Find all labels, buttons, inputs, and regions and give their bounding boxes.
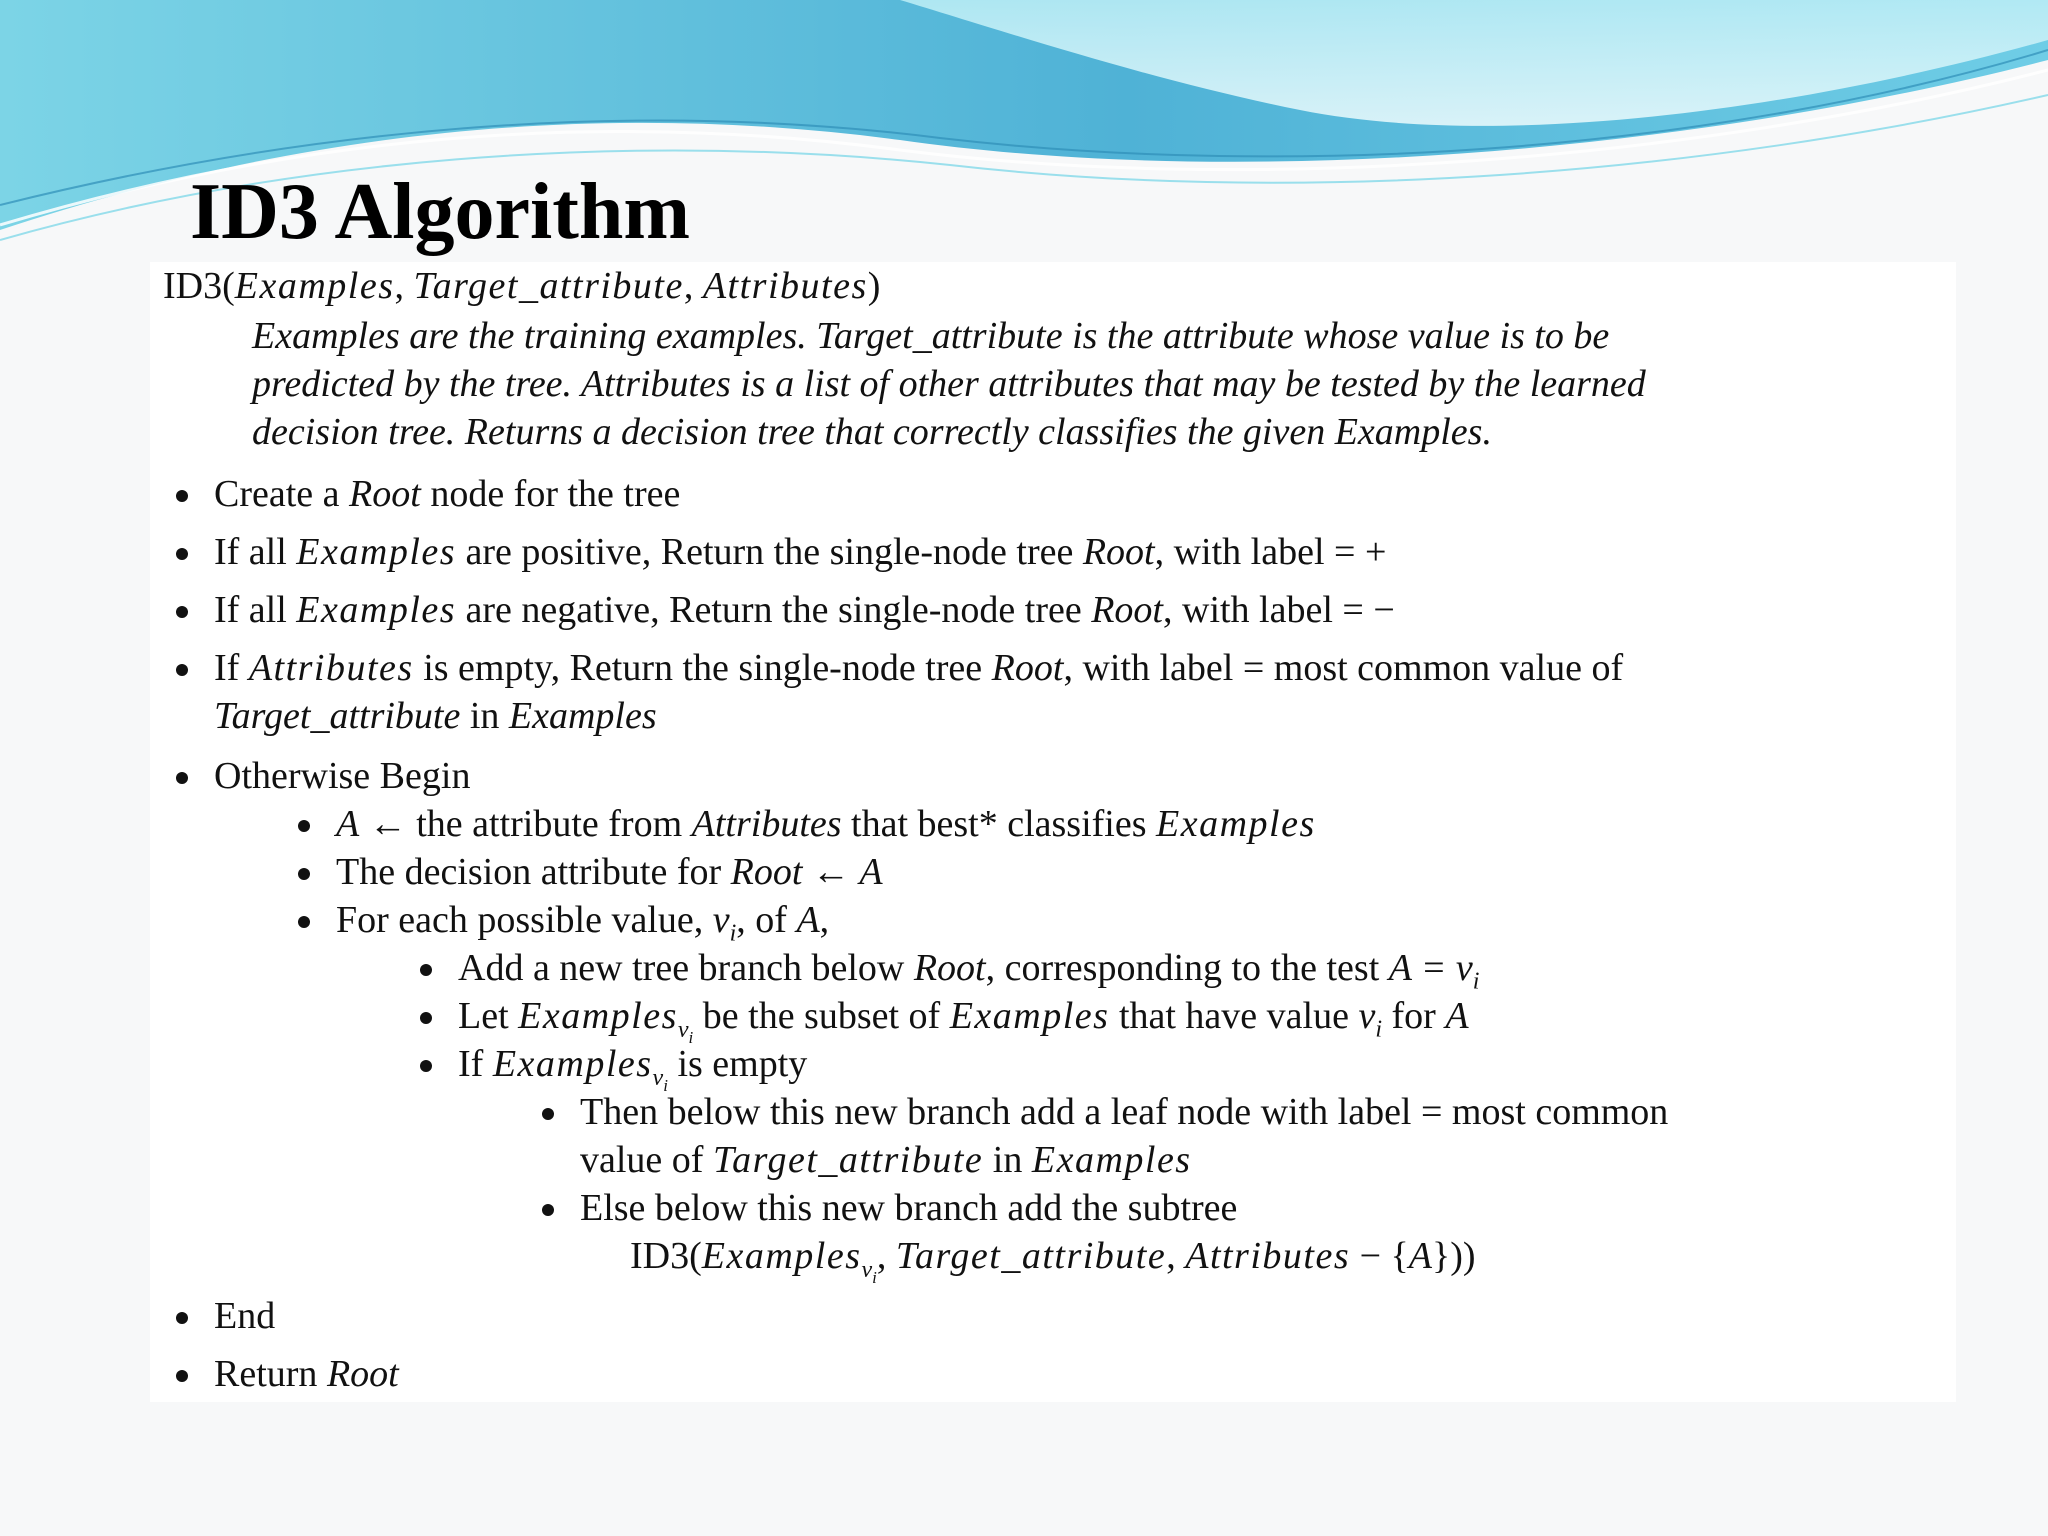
a-var: A bbox=[796, 899, 820, 941]
text: that best* classifies bbox=[841, 803, 1157, 845]
slide-title: ID3 Algorithm bbox=[190, 168, 690, 256]
text: ← the attribute from bbox=[359, 803, 692, 845]
bullet bbox=[176, 606, 188, 618]
text: , corresponding to the test bbox=[985, 947, 1389, 989]
text: Add a new tree branch below bbox=[458, 947, 914, 989]
text: value of bbox=[580, 1139, 713, 1181]
step-all-negative bbox=[214, 588, 1395, 632]
a-var: A bbox=[1408, 1235, 1433, 1277]
text: The decision attribute for bbox=[336, 851, 731, 893]
text: If all bbox=[214, 531, 297, 573]
text: is empty bbox=[667, 1043, 808, 1085]
target-attribute-var: Target_attribute bbox=[895, 1235, 1167, 1277]
step-choose-attribute bbox=[336, 802, 1316, 846]
target-attribute-var: Target_attribute bbox=[712, 1139, 984, 1181]
attributes-var: Attributes bbox=[248, 647, 414, 689]
test-expr: A = v bbox=[1388, 947, 1473, 989]
text: If all bbox=[214, 589, 297, 631]
step-create-root bbox=[214, 472, 680, 516]
sig-fn: ID3( bbox=[163, 265, 235, 307]
text: node for the tree bbox=[420, 473, 681, 515]
bullet bbox=[176, 548, 188, 560]
step-then-leaf-cont bbox=[580, 1138, 1192, 1182]
examples-var: Examples bbox=[492, 1043, 653, 1085]
text: in bbox=[983, 1139, 1032, 1181]
sig-close: ) bbox=[867, 265, 881, 307]
a-var: A bbox=[859, 851, 883, 893]
text: If bbox=[214, 647, 249, 689]
text: , with label = − bbox=[1163, 589, 1395, 631]
subscript-v: v bbox=[677, 1016, 689, 1043]
examples-var: Examples bbox=[518, 995, 678, 1037]
subscript bbox=[861, 1256, 877, 1287]
root-var: Root bbox=[349, 473, 421, 515]
root-var: Root bbox=[913, 947, 986, 989]
bullet bbox=[420, 1060, 432, 1072]
bullet bbox=[420, 964, 432, 976]
sig-sep2: , bbox=[683, 265, 703, 307]
root-var: Root bbox=[1091, 589, 1163, 631]
subscript: i bbox=[729, 920, 737, 947]
bullet bbox=[542, 1108, 554, 1120]
bullet bbox=[176, 664, 188, 676]
root-var: Root bbox=[730, 851, 803, 893]
step-else-subtree: Else below this new branch add the subtree bbox=[580, 1187, 1238, 1229]
examples-var: Examples bbox=[508, 695, 657, 737]
text: for bbox=[1382, 995, 1446, 1037]
target-attribute-var: Target_attribute bbox=[214, 695, 461, 737]
examples-var: Examples bbox=[296, 589, 457, 631]
step-attributes-empty-cont bbox=[214, 694, 657, 738]
sig-sep1: , bbox=[394, 265, 414, 307]
v-var: v bbox=[712, 899, 730, 941]
step-attributes-empty bbox=[214, 646, 1623, 690]
subscript-i: i bbox=[872, 1267, 877, 1287]
examples-var: Examples bbox=[1156, 803, 1316, 845]
step-otherwise-begin: Otherwise Begin bbox=[214, 755, 471, 797]
subscript: i bbox=[1472, 968, 1480, 995]
root-var: Root bbox=[326, 1353, 399, 1395]
bullet bbox=[176, 1312, 188, 1324]
attributes-var: Attributes bbox=[691, 803, 842, 845]
text: Let bbox=[458, 995, 519, 1037]
sig-arg1: Examples bbox=[234, 265, 395, 307]
sig-arg3: Attributes bbox=[702, 265, 868, 307]
text: that have value bbox=[1109, 995, 1359, 1037]
bullet bbox=[298, 868, 310, 880]
text: − { bbox=[1350, 1235, 1409, 1277]
text: are negative, Return the single-node tree bbox=[456, 589, 1092, 631]
attributes-var: Attributes bbox=[1185, 1235, 1351, 1277]
text: , bbox=[1166, 1235, 1186, 1277]
root-var: Root bbox=[1082, 531, 1155, 573]
step-then-leaf: Then below this new branch add a leaf node with label = most common bbox=[580, 1091, 1669, 1133]
bullet bbox=[176, 490, 188, 502]
bullet bbox=[298, 916, 310, 928]
text: Create a bbox=[214, 473, 350, 515]
subscript-i: i bbox=[688, 1027, 694, 1047]
text: ← bbox=[802, 851, 860, 893]
sig-arg2: Target_attribute bbox=[413, 265, 684, 307]
root-var: Root bbox=[991, 647, 1064, 689]
description-line-2: predicted by the tree. Attributes is a list of other attributes that may be tested by the learned bbox=[252, 363, 1646, 405]
examples-var: Examples bbox=[1031, 1139, 1192, 1181]
text: be the subset of bbox=[693, 995, 950, 1037]
description-line-3: decision tree. Returns a decision tree that correctly classifies the given Examples. bbox=[252, 411, 1492, 453]
examples-var: Examples bbox=[296, 531, 457, 573]
text: , with label = + bbox=[1154, 531, 1387, 573]
description-line-1: Examples are the training examples. Target_attribute is the attribute whose value is to be bbox=[252, 315, 1610, 357]
recursive-call bbox=[630, 1234, 1476, 1299]
subscript bbox=[652, 1064, 668, 1095]
text: })) bbox=[1432, 1235, 1476, 1277]
bullet bbox=[420, 1012, 432, 1024]
subscript-i: i bbox=[663, 1075, 668, 1095]
text: , bbox=[876, 1235, 896, 1277]
algorithm-signature bbox=[163, 264, 880, 308]
v-var: v bbox=[1358, 995, 1376, 1037]
text: in bbox=[460, 695, 509, 737]
subscript-v: v bbox=[861, 1256, 873, 1283]
bullet bbox=[176, 1370, 188, 1382]
text: , with label = most common value of bbox=[1063, 647, 1624, 689]
bullet bbox=[176, 772, 188, 784]
text: , of bbox=[736, 899, 797, 941]
text: Return bbox=[214, 1353, 327, 1395]
a-var: A bbox=[1445, 995, 1469, 1037]
text: is empty, Return the single-node tree bbox=[413, 647, 992, 689]
step-all-positive bbox=[214, 530, 1386, 574]
step-end: End bbox=[214, 1295, 276, 1337]
examples-var: Examples bbox=[949, 995, 1110, 1037]
step-return-root bbox=[214, 1352, 399, 1396]
examples-var: Examples bbox=[701, 1235, 862, 1277]
text: are positive, Return the single-node tree bbox=[456, 531, 1083, 573]
step-decision-attribute bbox=[336, 850, 883, 894]
text: ID3( bbox=[630, 1235, 702, 1277]
text: If bbox=[458, 1043, 493, 1085]
bullet bbox=[298, 820, 310, 832]
subscript bbox=[677, 1016, 694, 1047]
subscript-v: v bbox=[652, 1064, 664, 1091]
text: For each possible value, bbox=[336, 899, 713, 941]
bullet bbox=[542, 1204, 554, 1216]
subscript: i bbox=[1375, 1016, 1383, 1043]
text: , bbox=[819, 899, 830, 941]
a-var: A bbox=[336, 803, 360, 845]
